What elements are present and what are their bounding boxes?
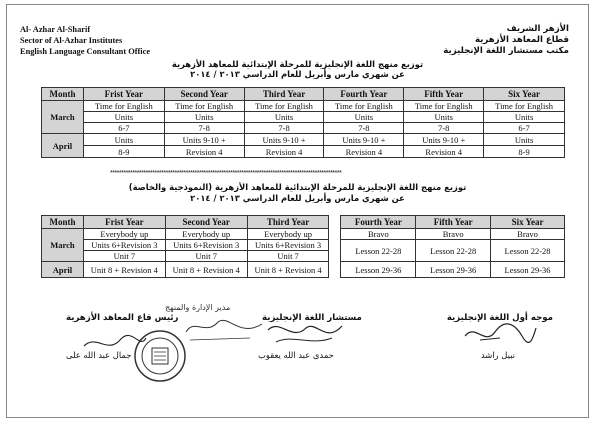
signature-name-2: حمدى عبد الله يعقوب bbox=[258, 350, 334, 360]
book-cell: Bravo bbox=[416, 229, 491, 240]
month-cell: March bbox=[42, 101, 84, 134]
book-cell: Everybody up bbox=[83, 229, 165, 240]
book-cell: Time for English bbox=[324, 101, 404, 112]
header-cell: Six Year bbox=[484, 88, 565, 101]
month-cell: April bbox=[42, 262, 84, 278]
table-cell: Units bbox=[484, 134, 565, 146]
signature-title-1: موجه أول اللغة الإنجليزية bbox=[446, 313, 553, 323]
table-cell: 8-9 bbox=[83, 146, 164, 158]
table-cell: 6-7 bbox=[83, 123, 164, 134]
book-cell: Time for English bbox=[484, 101, 565, 112]
table-gap bbox=[329, 216, 341, 278]
section2-subtitle: عن شهري مارس وأبريل للعام الدراسي ٢٠١٣ / ٢٠١٤ bbox=[190, 193, 405, 203]
header-cell: Frist Year bbox=[83, 216, 165, 229]
header-left-line: Al- Azhar Al-Sharif bbox=[20, 25, 91, 34]
table-cell: Lesson 22-28 bbox=[416, 240, 491, 262]
header-left-line: English Language Consultant Office bbox=[20, 47, 151, 56]
table-cell: Units bbox=[404, 112, 484, 123]
table-cell: Unit 7 bbox=[247, 251, 329, 262]
table-cell: 7-8 bbox=[324, 123, 404, 134]
table-cell: Lesson 22-28 bbox=[491, 240, 565, 262]
header-cell: Third Year bbox=[247, 216, 329, 229]
handwritten-signature-icon bbox=[180, 312, 270, 346]
table-cell: Units bbox=[244, 112, 324, 123]
header-cell: Month bbox=[42, 216, 84, 229]
table-row bbox=[42, 262, 565, 278]
header-cell: Month bbox=[42, 88, 84, 101]
table-cell: Units bbox=[484, 112, 565, 123]
table-row bbox=[42, 229, 565, 240]
table-cell: Units 9-10 + bbox=[324, 134, 404, 146]
table-cell: 8-9 bbox=[484, 146, 565, 158]
month-cell: March bbox=[42, 229, 84, 262]
handwritten-signature-icon bbox=[80, 330, 150, 356]
table-cell: Units bbox=[324, 112, 404, 123]
handwritten-signature-icon bbox=[262, 316, 352, 350]
header-cell: Third Year bbox=[244, 88, 324, 101]
table-cell: 6-7 bbox=[484, 123, 565, 134]
month-cell: April bbox=[42, 134, 84, 158]
signature-name-1: نبيل راشد bbox=[480, 350, 515, 360]
header-cell: Second Year bbox=[164, 88, 244, 101]
table-row bbox=[42, 146, 565, 158]
table-cell: Revision 4 bbox=[244, 146, 324, 158]
book-cell: Time for English bbox=[404, 101, 484, 112]
signature-title-3: رئيس قاع المعاهد الأزهرية bbox=[66, 313, 179, 323]
table-cell: 7-8 bbox=[164, 123, 244, 134]
table-cell: Lesson 29-36 bbox=[341, 262, 416, 278]
signature-name-3: جمال عبد الله على bbox=[66, 350, 132, 360]
table-cell: Units 6+Revision 3 bbox=[247, 240, 329, 251]
header-left-line: Sector of Al-Azhar Institutes bbox=[20, 36, 123, 45]
table-row bbox=[42, 134, 565, 146]
book-cell: Bravo bbox=[341, 229, 416, 240]
table-cell: Lesson 29-36 bbox=[416, 262, 491, 278]
book-cell: Time for English bbox=[83, 101, 164, 112]
table-cell: Unit 8 + Revision 4 bbox=[83, 262, 165, 278]
table-cell: Lesson 29-36 bbox=[491, 262, 565, 278]
table-cell: Revision 4 bbox=[164, 146, 244, 158]
table-cell: Units 6+Revision 3 bbox=[83, 240, 165, 251]
table-header-row bbox=[42, 88, 565, 101]
handwritten-signature-icon bbox=[460, 318, 540, 348]
table-cell: Units bbox=[83, 134, 164, 146]
table-cell: Units bbox=[164, 112, 244, 123]
header-cell: Fourth Year bbox=[341, 216, 416, 229]
signature-title-2: مستشار اللغة الإنجليزية bbox=[262, 313, 362, 323]
section1-subtitle: عن شهري مارس وأبريل للعام الدراسي ٢٠١٣ / ٢٠١٤ bbox=[190, 69, 405, 79]
header-right-line: مكتب مستشار اللغة الإنجليزية bbox=[443, 46, 569, 56]
header-cell: Frist Year bbox=[83, 88, 164, 101]
header-right-line: قطاع المعاهد الأزهرية bbox=[474, 35, 569, 45]
header-right-line: الأزهر الشريف bbox=[506, 24, 569, 34]
table-cell: Units 9-10 + bbox=[404, 134, 484, 146]
table-header-row bbox=[42, 216, 565, 229]
table-cell: Units 6+Revision 3 bbox=[165, 240, 247, 251]
table-cell: 7-8 bbox=[404, 123, 484, 134]
book-cell: Everybody up bbox=[247, 229, 329, 240]
table-cell: Unit 8 + Revision 4 bbox=[165, 262, 247, 278]
header-cell: Second Year bbox=[165, 216, 247, 229]
header-cell: Fifth Year bbox=[404, 88, 484, 101]
header-left bbox=[20, 24, 150, 57]
table-cell: Revision 4 bbox=[404, 146, 484, 158]
header-right bbox=[443, 24, 569, 57]
book-cell: Time for English bbox=[164, 101, 244, 112]
table-row bbox=[42, 240, 565, 251]
table-row bbox=[42, 112, 565, 123]
table-cell: Units 9-10 + bbox=[244, 134, 324, 146]
header-cell: Six Year bbox=[491, 216, 565, 229]
book-cell: Time for English bbox=[244, 101, 324, 112]
table-cell: Unit 8 + Revision 4 bbox=[247, 262, 329, 278]
header-cell: Fourth Year bbox=[324, 88, 404, 101]
table-cell: Unit 7 bbox=[83, 251, 165, 262]
table-cell: Lesson 22-28 bbox=[341, 240, 416, 262]
header-cell: Fifth Year bbox=[416, 216, 491, 229]
table-row bbox=[42, 123, 565, 134]
table-cell: Unit 7 bbox=[165, 251, 247, 262]
table-cell: Units 9-10 + bbox=[164, 134, 244, 146]
section2-title: توزيع منهج اللغة الإنجليزية للمرحلة الإبتدائية للمعاهد الأزهرية (النموذجية والخاصة) bbox=[128, 182, 467, 192]
stamp-note: مدير الإدارة والمنهج bbox=[165, 303, 231, 312]
book-cell: Bravo bbox=[491, 229, 565, 240]
book-cell: Everybody up bbox=[165, 229, 247, 240]
section1-title: توزيع منهج اللغة الإنجليزية للمرحلة الإبتدائية للمعاهد الأزهرية bbox=[171, 59, 424, 69]
table-cell: Units bbox=[83, 112, 164, 123]
table-row bbox=[42, 101, 565, 112]
table-cell: 7-8 bbox=[244, 123, 324, 134]
schedule-table-2 bbox=[41, 215, 565, 278]
star-separator: ******************************************************************************************************** bbox=[110, 170, 342, 177]
schedule-table-1 bbox=[41, 87, 565, 158]
table-cell: Revision 4 bbox=[324, 146, 404, 158]
